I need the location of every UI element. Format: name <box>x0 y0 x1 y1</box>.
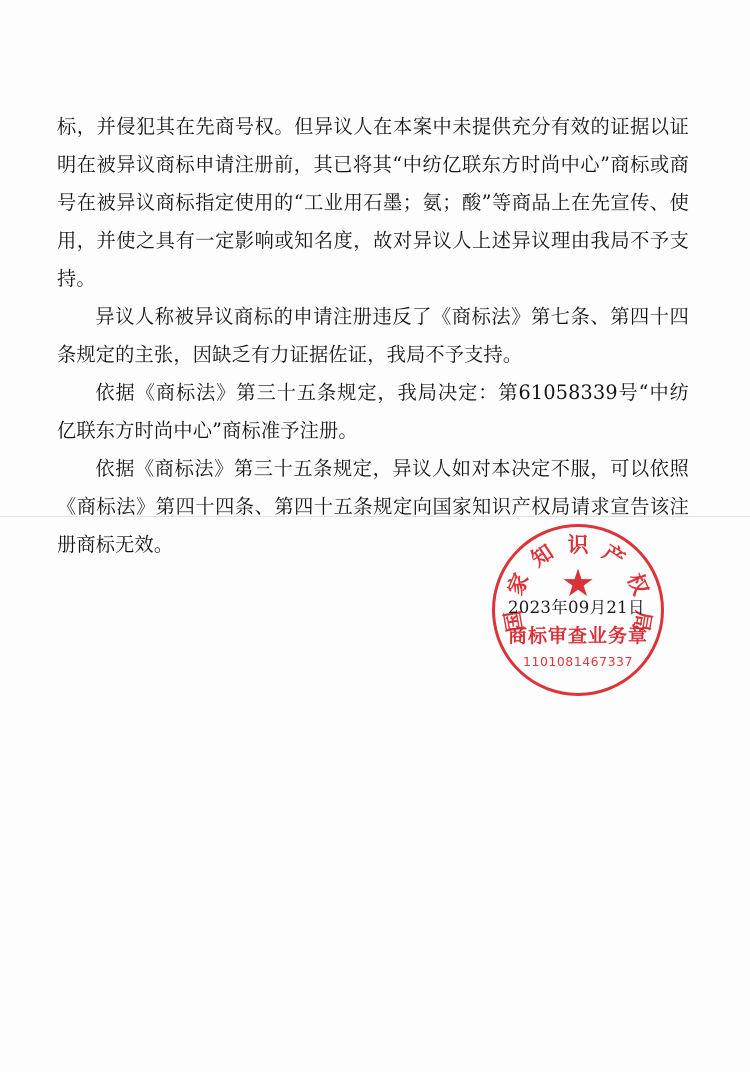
paragraph-4: 依据《商标法》第三十五条规定，异议人如对本决定不服，可以依照《商标法》第四十四条、第四十五条规定向国家知识产权局请求宣告该注册商标无效。 <box>57 457 689 556</box>
document-body <box>57 108 689 564</box>
paragraph-2: 异议人称被异议商标的申请注册违反了《商标法》第七条、第四十四条规定的主张，因缺乏有力证据佐证，我局不予支持。 <box>57 305 689 366</box>
page-divider <box>0 516 750 517</box>
paragraph-3: 依据《商标法》第三十五条规定，我局决定：第61058339号“中纺亿联东方时尚中心”商标准予注册。 <box>57 381 689 442</box>
seal-center-text: 商标审查业务章 <box>507 625 648 647</box>
seal-code-text: 1101081467337 <box>523 654 633 669</box>
stamp-date: 2023年09月21日 <box>508 598 645 617</box>
star-icon: ★ <box>561 561 596 605</box>
seal-arc-text: 国 家 知 识 产 权 局 <box>499 532 657 634</box>
paragraph-1: 标，并侵犯其在先商号权。但异议人在本案中未提供充分有效的证据以证明在被异议商标申请注册前，其已将其“中纺亿联东方时尚中心”商标或商号在被异议商标指定使用的“工业用石墨；氨；酸”等商品上在先宣传、使用，并使之具有一定影响或知名度，故对异议人上述异议理由我局不予支持。 <box>57 115 689 290</box>
